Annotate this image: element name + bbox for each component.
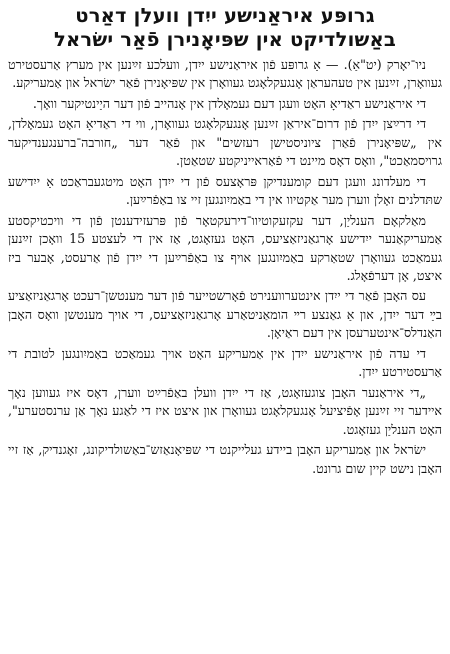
- paragraph-3: די דרײַצן ייִדן פֿון דרום־איראַן זײַנען אָנגעקלאָגט געוואָרן, ווי די ראַדיאָ האָט געמאָלדן, אין „שפּיאָנירן פֿאַרן ציוניסטישן רעזשים" און פֿאַר דער „חורבה־ברענגענדיקער גרויסמאַכט", וואָס דאָס מיינט די פֿאַראייניקטע שטאַטן.: [8, 116, 442, 169]
- headline-line-1: גרופּע איראַנישע ייִדן וועלן דאַרט: [75, 4, 375, 27]
- paragraph-1: ניו־יאָרק (יט"אַ). — אַ גרופּע פֿון איראַנישע ייִדן, וועלכע זײַנען אין מערץ אַרעסטירט געוואָרן, זײַנען אין טעהעראַן אָנגעקלאָגט געוואָרן אין שפּיאָנירן פֿאַר ישׂראל און אַמעריקע.: [8, 57, 442, 91]
- paragraph-7: די עדה פֿון איראַנישע ייִדן אין אַמעריקע האָט אויך געמאַכט באַמיִונגען לטובת די אַרעסטירטע ייִדן.: [8, 345, 442, 380]
- article-body: [8, 56, 442, 478]
- headline-line-2: באַשולדיקט אין שפּיאָנירן פֿאַר ישׂראל: [54, 28, 396, 51]
- paragraph-8: „די איראַנער האָבן צוגעזאָגט, אַז די ייִדן וועלן באַפֿרײַט ווערן, דאָס איז געווען נאָך איידער זיי זײַנען אָפֿיציעל אָנגעקלאָגט געוואָרן און איצט איז די לאַגע נאָך אַן ערנסטערע", האָט הענליַן געזאָגט.: [8, 384, 442, 437]
- paragraph-6: עס האָבן פֿאַר די ייִדן אינטערווענירט פֿאָרשטייער פֿון דער מענטשן־רעכט אָרגאַניזאַציע בײַ דער ייִדן, און אַ גאַנצע רײ הומאַניטאַרע אָרגאַניזאַציעס, די אויך מענטשן וואָס האָבן האַנדלס־אינטערעסן אין דעם ראַיאָן.: [8, 288, 442, 341]
- paragraph-9: ישׂראל און אַמעריקע האָבן ביידע געלייקנט די שפּיאָנאַזש־באַשולדיקונג, זאָגנדיק, אַז זיי האָבן נישט קיין שום גרונט.: [8, 442, 442, 476]
- news-article: [8, 4, 442, 646]
- paragraph-5: מאַלקאָם הענליַן, דער עקזעקוטיוו־דירעקטאָר פֿון פּרעזידענטן פֿון די וויכטיקסטע אַמעריקאַנער ייִדישע אָרגאַניזאַציעס, האָט געזאָגט, אַז אין די לעצטע 15 וואָכן זײַנען געמאַכט געוואָרן שטאַרקע באַמיִונגען אויף צו באַפֿרײַען די ייִדן פֿון אַרעסט, אָבער ביז איצט, אָן דערפֿאָלג.: [8, 212, 442, 283]
- headline: [8, 4, 442, 52]
- paragraph-4: די מעלדונג וועגן דעם קומענדיקן פּראָצעס פֿון די ייִדן האָט מיטגעבראַכט אַ ייִדישע שתּדלנים זאָלן ווערן מער אַקטיוו אין די באַמיִונגען זיי צו באַפֿרײַען.: [8, 173, 442, 208]
- paragraph-2: די איראַנישע ראַדיאָ האָט וועגן דעם געמאָלדן אין אָנהייב פֿון דער היַינטיקער וואָך.: [32, 95, 426, 111]
